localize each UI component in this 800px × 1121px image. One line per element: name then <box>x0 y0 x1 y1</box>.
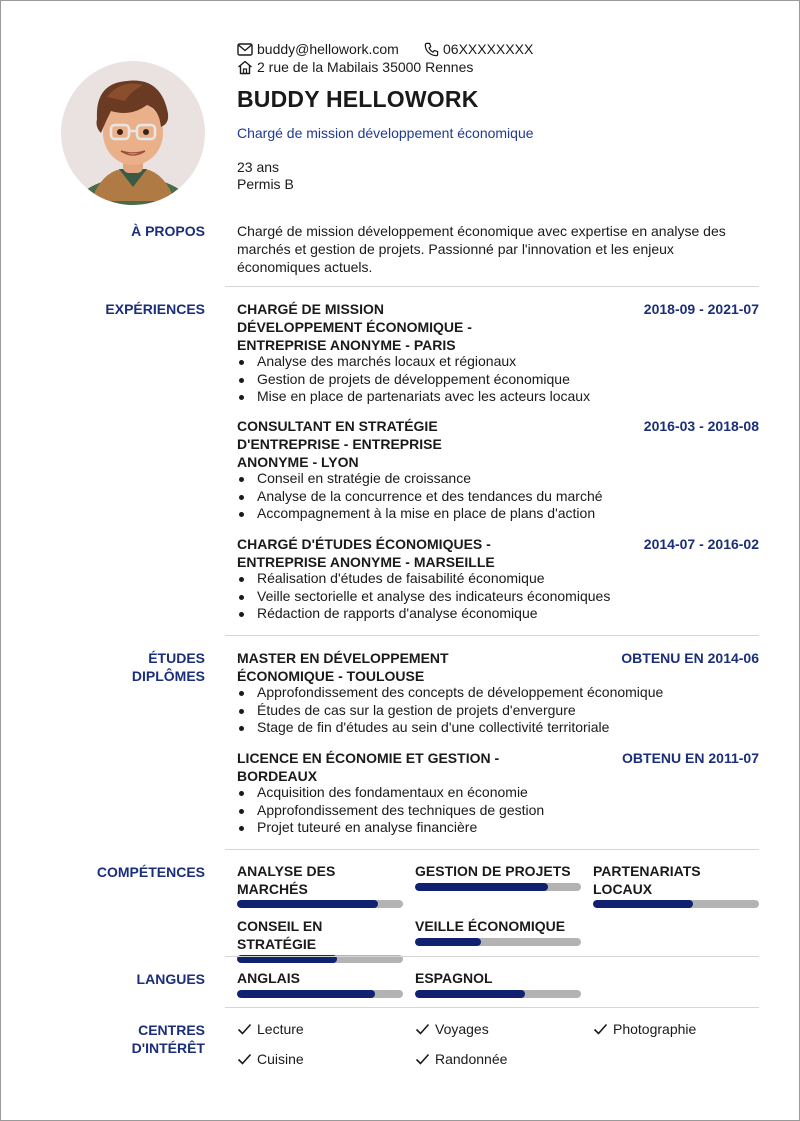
address-contact <box>237 59 473 75</box>
check-icon <box>415 1023 430 1035</box>
skill-name-line: CONSEIL EN STRATÉGIE <box>237 918 323 952</box>
interest-label: Photographie <box>613 1021 697 1037</box>
candidate-name: BUDDY HELLOWORK <box>237 86 479 112</box>
experience-bullets <box>237 353 590 406</box>
divider <box>225 956 759 957</box>
label-line: CENTRES <box>138 1022 205 1038</box>
section-about-label: À PROPOS <box>131 223 205 239</box>
title-line: CHARGÉ DE MISSION <box>237 301 385 317</box>
job-title: Chargé de mission développement économique <box>237 125 534 141</box>
email-contact <box>237 41 399 57</box>
language-item <box>237 970 403 998</box>
language-level-bar <box>237 990 403 998</box>
interest-label: Cuisine <box>257 1051 304 1067</box>
home-icon <box>237 60 253 75</box>
check-icon <box>237 1023 252 1035</box>
address-text: 2 rue de la Mabilais 35000 Rennes <box>257 59 474 75</box>
list-item: Acquisition des fondamentaux en économie <box>237 784 544 802</box>
title-line: LICENCE EN ÉCONOMIE ET GESTION - <box>237 750 500 766</box>
language-item <box>415 970 581 998</box>
skill-name-line: MARCHÉS <box>237 880 308 897</box>
skill-item <box>415 863 581 891</box>
skill-name <box>415 918 581 936</box>
skill-name <box>237 863 403 898</box>
language-name: ESPAGNOL <box>415 970 493 986</box>
experience-bullets <box>237 570 610 623</box>
driving-license: Permis B <box>237 176 294 192</box>
experience-title <box>237 535 495 571</box>
check-icon <box>415 1053 430 1065</box>
experience-dates: 2014-07 - 2016-02 <box>643 536 759 552</box>
skill-name <box>415 863 581 881</box>
list-item: Gestion de projets de développement économique <box>237 371 590 389</box>
phone-text: 06XXXXXXXX <box>443 41 534 57</box>
title-line: DÉVELOPPEMENT ÉCONOMIQUE - <box>237 319 472 335</box>
list-item: Réalisation d'études de faisabilité économique <box>237 570 610 588</box>
label-line: D'INTÉRÊT <box>131 1040 205 1056</box>
list-item: Conseil en stratégie de croissance <box>237 470 603 488</box>
skill-level-bar <box>593 900 759 908</box>
list-item: Analyse de la concurrence et des tendances du marché <box>237 488 603 506</box>
list-item: Projet tuteuré en analyse financière <box>237 819 544 837</box>
skill-name-line: VEILLE ÉCONOMIQUE <box>415 918 566 934</box>
education-dates: OBTENU EN 2014-06 <box>621 650 759 666</box>
education-title <box>237 649 449 685</box>
envelope-icon <box>237 43 253 56</box>
email-text: buddy@hellowork.com <box>257 41 399 57</box>
divider <box>225 1007 759 1008</box>
about-text <box>237 222 759 276</box>
experience-bullets <box>237 470 603 523</box>
list-item: Veille sectorielle et analyse des indicateurs économiques <box>237 588 610 606</box>
about-line: marchés et gestion de projets. Passionné par l'innovation et les enjeux <box>237 241 674 257</box>
title-line: D'ENTREPRISE - ENTREPRISE <box>237 436 442 452</box>
section-languages-label: LANGUES <box>136 971 205 987</box>
title-line: BORDEAUX <box>237 768 318 784</box>
section-skills-label: COMPÉTENCES <box>96 864 205 880</box>
list-item: Études de cas sur la gestion de projets d'envergure <box>237 702 663 720</box>
skill-name <box>237 918 403 953</box>
title-line: ENTREPRISE ANONYME - PARIS <box>237 337 456 353</box>
list-item: Stage de fin d'études au sein d'une collectivité territoriale <box>237 719 663 737</box>
list-item: Approfondissement des concepts de développement économique <box>237 684 663 702</box>
list-item: Accompagnement à la mise en place de plans d'action <box>237 505 603 523</box>
skill-level-bar <box>415 938 581 946</box>
skill-name-line: LOCAUX <box>593 880 653 897</box>
education-bullets <box>237 784 544 837</box>
age: 23 ans <box>237 159 280 175</box>
list-item: Mise en place de partenariats avec les acteurs locaux <box>237 388 590 406</box>
language-level-fill <box>415 990 525 998</box>
list-item: Approfondissement des techniques de gestion <box>237 802 544 820</box>
section-education-label <box>132 649 205 685</box>
interest-item <box>237 1021 304 1037</box>
experience-dates: 2018-09 - 2021-07 <box>643 301 759 317</box>
interest-label: Voyages <box>435 1021 489 1037</box>
check-icon <box>237 1053 252 1065</box>
education-bullets <box>237 684 663 737</box>
interest-item <box>593 1021 696 1037</box>
skill-level-fill <box>237 900 378 908</box>
section-experience-label: EXPÉRIENCES <box>105 301 205 317</box>
divider <box>225 635 759 636</box>
education-title <box>237 749 499 785</box>
experience-dates: 2016-03 - 2018-08 <box>643 418 759 434</box>
label-line: ÉTUDES <box>148 650 205 666</box>
skill-name-line: GESTION DE PROJETS <box>415 863 571 879</box>
title-line: CONSULTANT EN STRATÉGIE <box>237 418 438 434</box>
interest-label: Randonnée <box>435 1051 508 1067</box>
divider <box>225 286 759 287</box>
language-level-bar <box>415 990 581 998</box>
section-interests-label <box>132 1021 205 1057</box>
education-dates: OBTENU EN 2011-07 <box>622 750 759 766</box>
about-line: économiques actuels. <box>237 259 373 275</box>
language-level-fill <box>237 990 375 998</box>
language-name: ANGLAIS <box>237 970 300 986</box>
skill-item <box>593 863 759 908</box>
skill-level-fill <box>593 900 693 908</box>
title-line: CHARGÉ D'ÉTUDES ÉCONOMIQUES - <box>237 536 491 552</box>
interest-item <box>237 1051 304 1067</box>
experience-title <box>237 300 472 354</box>
skill-item <box>237 863 403 908</box>
about-line: Chargé de mission développement économique avec expertise en analyse des <box>237 223 726 239</box>
label-line: DIPLÔMES <box>131 668 205 684</box>
avatar <box>61 61 205 205</box>
title-line: MASTER EN DÉVELOPPEMENT <box>237 650 449 666</box>
skill-level-fill <box>415 883 548 891</box>
experience-title <box>237 417 442 471</box>
list-item: Rédaction de rapports d'analyse économique <box>237 605 610 623</box>
interest-label: Lecture <box>257 1021 304 1037</box>
skill-level-bar <box>237 900 403 908</box>
title-line: ANONYME - LYON <box>237 454 359 470</box>
skill-name-line: PARTENARIATS <box>593 863 701 879</box>
skill-level-fill <box>415 938 481 946</box>
list-item: Analyse des marchés locaux et régionaux <box>237 353 590 371</box>
phone-contact <box>424 41 533 57</box>
skill-item <box>415 918 581 946</box>
title-line: ENTREPRISE ANONYME - MARSEILLE <box>237 554 495 570</box>
check-icon <box>593 1023 608 1035</box>
interest-item <box>415 1051 507 1067</box>
phone-icon <box>424 42 439 57</box>
skill-name <box>593 863 759 898</box>
divider <box>225 849 759 850</box>
skill-name-line: ANALYSE DES <box>237 863 336 879</box>
interest-item <box>415 1021 489 1037</box>
title-line: ÉCONOMIQUE - TOULOUSE <box>237 668 425 684</box>
skill-level-bar <box>415 883 581 891</box>
